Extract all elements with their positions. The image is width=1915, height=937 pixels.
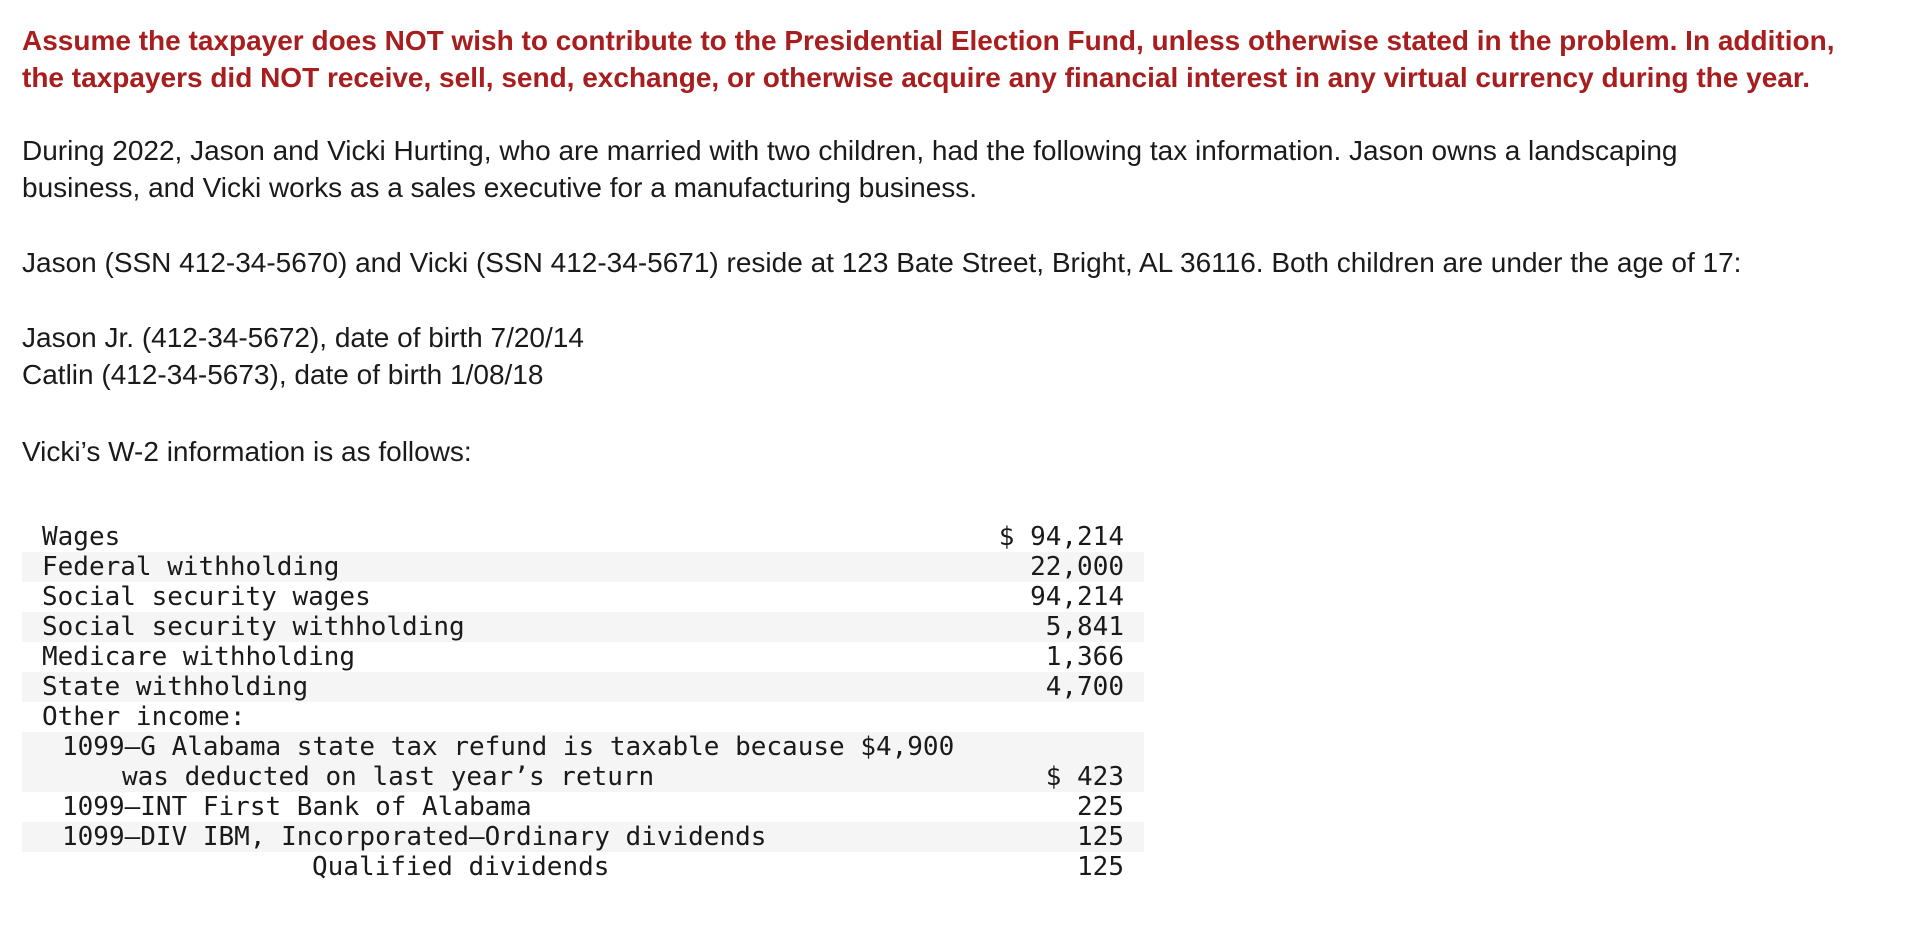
table-row (22, 642, 1144, 672)
table-row (22, 552, 1144, 582)
child-item: Jason Jr. (412-34-5672), date of birth 7/20/14 (22, 322, 584, 353)
row-value: 225 (1077, 792, 1124, 822)
w2-intro: Vicki’s W-2 information is as follows: (22, 436, 472, 467)
row-value: 1,366 (1045, 642, 1124, 672)
intro-line-2: business, and Vicki works as a sales executive for a manufacturing business. (22, 172, 978, 203)
row-value: 4,700 (978, 672, 1144, 702)
table-row (22, 522, 1144, 552)
problem-page (22, 22, 1902, 882)
row-value: 22,000 (978, 552, 1144, 582)
row-value: 5,841 (978, 612, 1144, 642)
row-label: Social security withholding (22, 612, 978, 642)
row-label: Social security wages (42, 582, 371, 612)
row-label: State withholding (22, 672, 978, 702)
child-item: Catlin (412-34-5673), date of birth 1/08/18 (22, 359, 544, 390)
row-value (978, 702, 1144, 732)
table-row (22, 822, 1144, 852)
table-row (22, 672, 1144, 702)
row-label: Other income: (42, 702, 246, 732)
row-label: Federal withholding (22, 552, 978, 582)
row-value: $ 423 (978, 732, 1144, 792)
intro-paragraph (22, 132, 1902, 206)
row-value: 125 (1077, 852, 1124, 882)
row-label: Wages (42, 522, 121, 552)
intro-line-1: During 2022, Jason and Vicki Hurting, who are married with two children, had the following tax information. Jason owns a landscaping (22, 135, 1678, 166)
assumption-notice: Assume the taxpayer does NOT wish to contribute to the Presidential Election Fund, unless otherwise stated in the problem. In addition, the taxpayers did NOT receive, sell, send, exchange, or otherwise acquire any financial interest in any virtual currency during the year. (22, 25, 1835, 93)
table-row (22, 732, 1144, 792)
table-row (22, 792, 1144, 822)
row-label: 1099–INT First Bank of Alabama (62, 792, 532, 822)
table-row (22, 852, 1144, 882)
table-row (22, 702, 1144, 732)
refund-line-1: 1099–G Alabama state tax refund is taxable because $4,900 (62, 732, 955, 762)
row-label: 1099–DIV IBM, Incorporated—Ordinary dividends (22, 822, 978, 852)
table-row (22, 582, 1144, 612)
row-value: 125 (978, 822, 1144, 852)
row-label (22, 732, 978, 792)
table-row (22, 612, 1144, 642)
row-value: 94,214 (1030, 582, 1124, 612)
residence-paragraph: Jason (SSN 412-34-5670) and Vicki (SSN 412-34-5671) reside at 123 Bate Street, Bright, AL 36116. Both children are under the age of 17: (22, 247, 1742, 278)
row-value: $ 94,214 (998, 522, 1124, 552)
w2-table (22, 522, 1144, 882)
row-label: Medicare withholding (42, 642, 356, 672)
refund-line-2: was deducted on last year’s return (122, 762, 655, 792)
children-list (22, 319, 1902, 393)
row-label: Qualified dividends (312, 852, 610, 882)
